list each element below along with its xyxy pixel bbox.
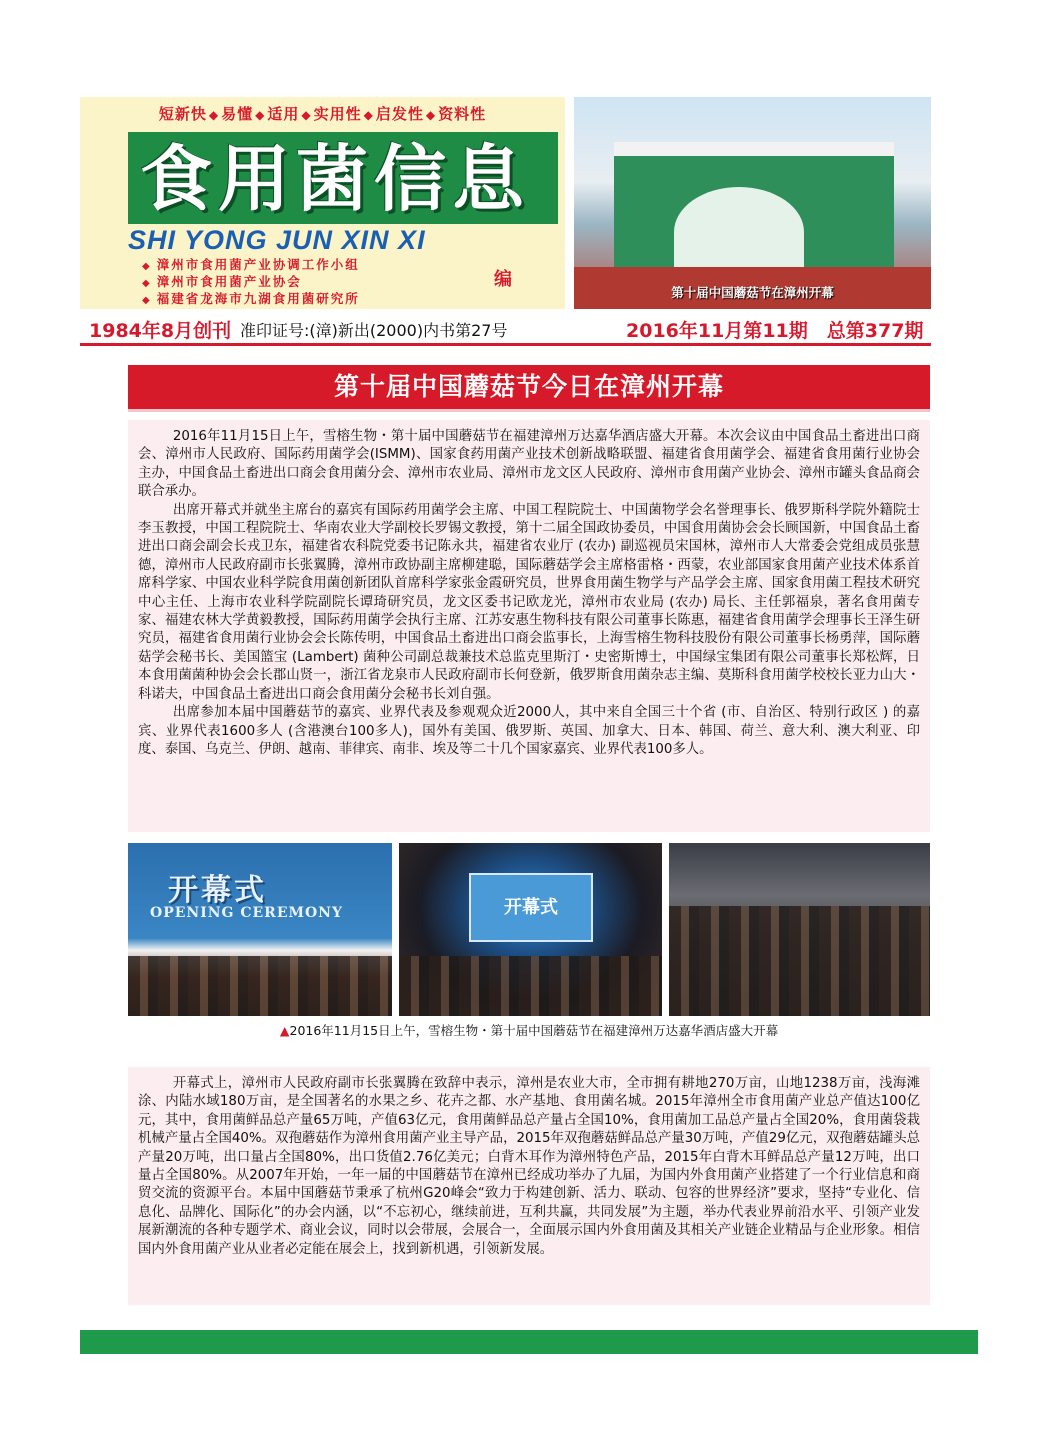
diamond-icon: ◆ [255,108,266,122]
diamond-icon: ◆ [142,261,152,272]
slogan-item: 短新快 [158,105,207,123]
article-paragraph: 出席参加本届中国蘑菇节的嘉宾、业界代表及参观观众近2000人，其中来自全国三十个省 (市、自治区、特别行政区 ) 的嘉宾、业界代表1600多人 (含港澳台100多人)，国外有美国、俄罗斯、英国、加拿大、日本、韩国、荷兰、意大利、澳大利亚、印度、泰国、乌克兰、伊朗、越南、菲律宾、南非、埃及等二十几个国家嘉宾、业界代表100多人。 [138,705,920,757]
diamond-icon: ◆ [142,295,152,306]
slogan-line [80,103,565,124]
article-paragraph: 2016年11月15日上午，雪榕生物・第十届中国蘑菇节在福建漳州万达嘉华酒店盛大开幕。本次会议由中国食品土畜进出口商会、漳州市人民政府、国际药用菌学会(ISMM)、国家食药用菌产业技术创新战略联盟、福建省食用菌学会、福建省食用菌行业协会主办，中国食品土畜进出口商会食用菌分会、漳州市农业局、漳州市龙文区人民政府、漳州市食用菌产业协会、漳州市罐头食品商会联合承办。 [138,429,920,500]
newsletter-title: 食用菌信息 [140,136,531,221]
print-permit: 准印证号:(漳)新出(2000)内书第27号 [240,321,508,340]
article-body-top [128,420,930,832]
organization-item: ◆ 漳州市食用菌产业协会 [142,274,302,289]
photo-caption: ▲2016年11月15日上午，雪榕生物・第十届中国蘑菇节在福建漳州万达嘉华酒店盛大开幕 [279,1023,779,1038]
opening-ceremony-stage-photo [128,843,392,1016]
stage-screen [469,873,593,942]
audience-shape [669,906,930,1016]
booth-arch [674,187,804,277]
slogan-item: 易懂 [221,105,254,123]
founded-date: 1984年8月创刊 [89,320,232,342]
audience-shape [399,956,662,1016]
masthead-divider [80,343,931,346]
diamond-icon: ◆ [301,108,312,122]
mushroom-festival-booth-photo [574,97,931,309]
editor-organizations [142,257,502,308]
masthead [80,97,565,309]
slogan-item: 资料性 [438,105,487,123]
diamond-icon: ◆ [425,108,437,122]
diamond-icon: ◆ [142,278,152,289]
stage-sign-english: OPENING CEREMONY [150,905,343,921]
triangle-icon: ▲ [279,1023,290,1038]
slogan-item: 适用 [267,105,300,123]
diamond-icon: ◆ [363,108,374,122]
ceremony-hall-photo [399,843,662,1016]
issue-info-row [80,316,940,344]
article-paragraph: 开幕式上，漳州市人民政府副市长张翼腾在致辞中表示，漳州是农业大市，全市拥有耕地270万亩，山地1238万亩，浅海滩涂、内陆水域180万亩，是全国著名的水果之乡、花卉之都、水产基地、食用菌名城。2015年漳州全市食用菌产业总产值达100亿元，其中，食用菌鲜品总产量65万吨，产值63亿元，食用菌鲜品总产量占全国10%，食用菌加工品总产量占全国20%，食用菌袋栽机械产量占全国40%。双孢蘑菇作为漳州食用菌产业主导产品，2015年双孢蘑菇鲜品总产量30万吨，产值29亿元，双孢蘑菇罐头总产量20万吨，出口量占全国80%，出口货值2.76亿美元；白背木耳作为漳州特色产品，2015年白背木耳鲜品总产量12万吨，出口量占全国80%。从2007年开始，一年一届的中国蘑菇节在漳州已经成功举办了九届，为国内外食用菌产业搭建了一个行业信息和商贸交流的资源平台。本届中国蘑菇节秉承了杭州G20峰会“致力于构建创新、活力、联动、包容的世界经济”要求，坚持“专业化、信息化、品牌化、国际化”的办会内涵，以“不忘初心，继续前进，互利共赢，共同发展”为主题，举办代表业界前沿水平、引领产业发展新潮流的各种专题学术、商业会议，同时以会带展，会展合一，全面展示国内外食用菌及其相关产业链企业精品与企业形象。相信国内外食用菌产业从业者必定能在展会上，找到新机遇，引领新发展。 [138,1076,920,1257]
organization-item: ◆ 福建省龙海市九湖食用菌研究所 [142,291,360,306]
audience-photo [669,843,930,1016]
issue-number: 2016年11月第11期 总第377期 [626,320,924,342]
screen-text: 开幕式 [504,897,558,918]
organization-item: ◆ 漳州市食用菌产业协调工作小组 [142,257,360,272]
headline-banner [128,365,930,412]
footer-bar [80,1330,978,1354]
newsletter-title-pinyin: SHI YONG JUN XIN XI [128,225,426,255]
article-paragraph: 出席开幕式并就坐主席台的嘉宾有国际药用菌学会主席、中国工程院院士、中国菌物学会名誉理事长、俄罗斯科学院外籍院士李玉教授，中国工程院院士、华南农业大学副校长罗锡文教授，第十二届全国政协委员，中国食用菌协会会长顾国新，中国食品土畜进出口商会副会长戎卫东，福建省农科院党委书记陈永共，福建省农业厅 (农办) 副巡视员宋国林，漳州市人大常委会党组成员张慧德，漳州市人民政府副市长张翼腾，漳州市政协副主席柳建聪，国际蘑菇学会主席格雷格・西蒙，农业部国家食用菌产业技术体系首席科学家、中国农业科学院食用菌创新团队首席科学家张金霞研究员，世界食用菌生物学与产品学会主席、国家食用菌工程技术研究中心主任、上海市农业科学院副院长谭琦研究员，龙文区委书记欧龙光，漳州市农业局 (农办) 局长、主任郭福泉，著名食用菌专家、福建农林大学黄毅教授，国际药用菌学会执行主席、江苏安惠生物科技有限公司董事长陈惠，福建省食用菌学会理事长王泽生研究员，福建省食用菌行业协会会长陈传明，中国食品土畜进出口商会监事长，上海雪榕生物科技股份有限公司董事长杨勇萍，国际蘑菇学会秘书长、美国篮宝 (Lambert) 菌种公司副总裁兼技术总监克里斯汀・史密斯博士，中国绿宝集团有限公司董事长郑松辉，日本食用菌菌种协会会长郡山贤一，浙江省龙泉市人民政府副市长何登新，俄罗斯食用菌杂志主编、莫斯科食用菌学校校长亚力山大・科诺夫，中国食品土畜进出口商会食用菌分会秘书长刘自强。 [138,502,920,702]
slogan-item: 启发性 [375,105,424,123]
stage-sign-text: 开幕式 [168,873,267,908]
slogan-item: 实用性 [313,105,362,123]
article-headline: 第十届中国蘑菇节今日在漳州开幕 [333,372,724,401]
article-body-bottom [128,1067,930,1305]
top-photo-caption: 第十届中国蘑菇节在漳州开幕 [671,285,834,300]
editor-suffix: 编 [494,269,512,290]
audience-shape [128,956,392,1016]
diamond-icon: ◆ [208,108,220,122]
